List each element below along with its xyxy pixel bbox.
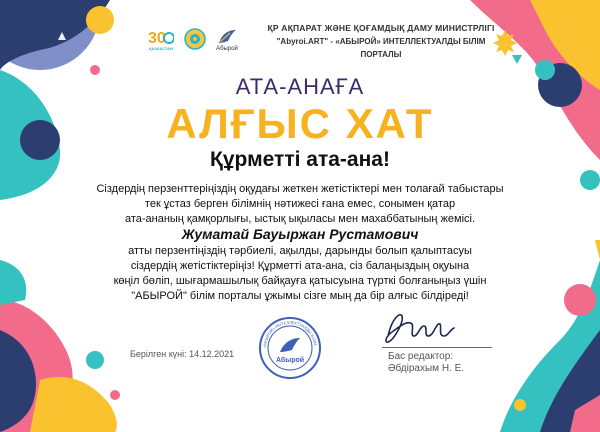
deco-triangle [595, 240, 600, 260]
recipient-name: Жуматай Бауыржан Рустамович [181, 226, 419, 242]
seal-ring-text: «АБЫРОЙ» ИНТЕЛЛЕКТУАЛДЫ БІЛІМ [261, 319, 318, 349]
deco-blob [30, 377, 117, 432]
deco-dot [86, 6, 114, 34]
body-main-line: атты перзентіңіздің тәрбиелі, ақылды, дарынды болып қалыптасуы [128, 245, 472, 257]
logo-30-years-icon [148, 28, 174, 46]
certificate-subtitle: АТА-АНАҒА [235, 74, 365, 99]
official-seal [258, 316, 322, 380]
abyroi-quill-icon [216, 28, 238, 46]
body-intro-line: Сіздердің перзенттеріңіздің оқудағы жеткен жетістіктері мен толағай табыстары [96, 183, 504, 195]
logo-30-years [148, 28, 174, 51]
deco-triangle [512, 55, 522, 64]
seal-center-text: Абырой [275, 357, 305, 364]
state-emblem-icon [184, 28, 206, 50]
body-main-line: сіздердің жетістіктеріңіз! Құрметті ата-ана, сіз балаңыздың оқуына [130, 260, 470, 272]
body-intro [60, 182, 540, 227]
deco-dot [580, 170, 600, 190]
body-main-line: "АБЫРОЙ" білім порталы ұжымы сізге мың да бір алғыс білдіреді! [131, 290, 469, 302]
deco-blob [0, 260, 26, 305]
portal-name: "Abyroi.ART" - «АБЫРОЙ» ИНТЕЛЛЕКТУАЛДЫ БІЛІМ ПОРТАЛЫ [276, 37, 486, 59]
deco-dot [110, 390, 120, 400]
editor-name: Әбдірахым Н. Е. [388, 363, 465, 374]
editor-block [388, 351, 464, 375]
body-main-line: көңіл бөліп, шығармашылық байқауға қатысуына түрткі болғаныңыз үшін [113, 275, 487, 287]
deco-circle [564, 284, 596, 316]
logo-abyroi-label: Абырой [216, 46, 238, 52]
logo-30-caption: ҚАЗАҚСТАН [149, 46, 173, 51]
ministry-header [256, 22, 506, 61]
logo-abyroi [216, 28, 238, 52]
body-intro-line: ата-ананың қамқорлығы, ыстық ықыласы мен махаббатының жемісі. [124, 213, 476, 225]
logo-30-text: 30 [148, 30, 166, 46]
editor-signature [378, 306, 458, 348]
greeting: Құрметті ата-ана! [210, 148, 390, 171]
emblem-logo [184, 28, 206, 50]
ministry-name: ҚР АҚПАРАТ ЖӘНЕ ҚОҒАМДЫҚ ДАМУ МИНИСТРЛІГІ [267, 23, 495, 33]
body-intro-line: тек ұстаз берген білімнің нәтижесі ғана емес, сонымен қатар [144, 198, 456, 210]
header-logos [148, 28, 238, 52]
deco-dot [86, 351, 104, 369]
signature-line [382, 347, 492, 348]
body-main [60, 244, 540, 304]
editor-role: Бас редактор: [388, 351, 454, 362]
deco-dot [514, 399, 526, 411]
certificate-title: АЛҒЫС ХАТ [166, 100, 434, 147]
issued-date: Берілген күні: 14.12.2021 [130, 349, 235, 359]
